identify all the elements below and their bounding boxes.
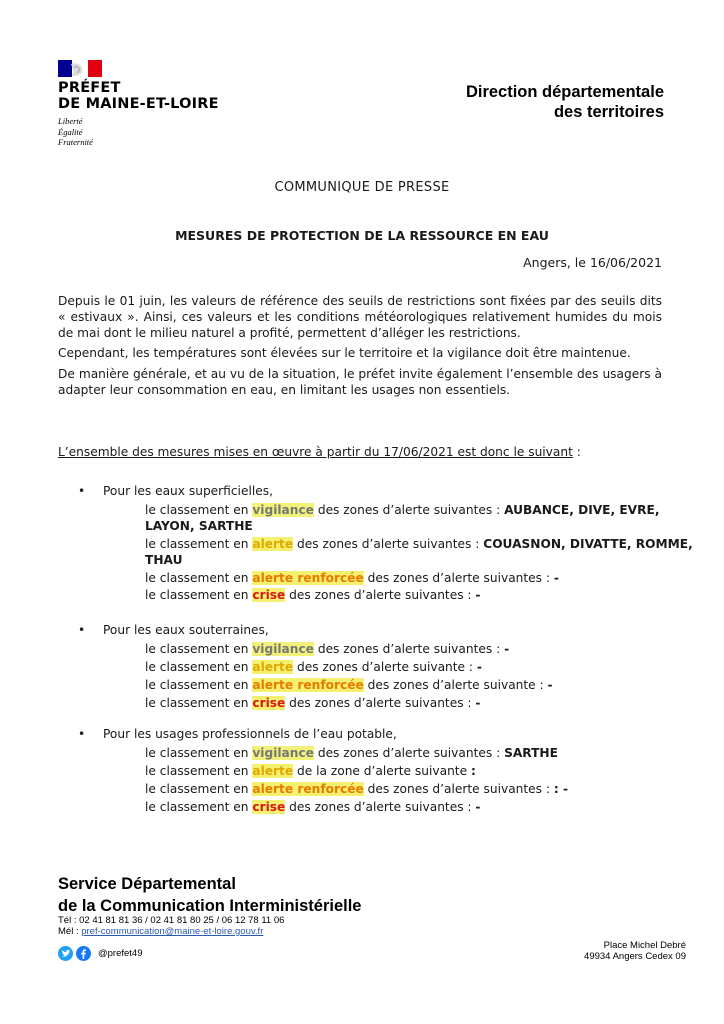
level-crise: crise bbox=[252, 696, 286, 710]
bullet-icon: • bbox=[78, 484, 86, 498]
paragraph-temperatures: Cependant, les températures sont élevées sur le territoire et la vigilance doit être maintenue. bbox=[58, 346, 631, 360]
list-item: le classement en alerte renforcée des zones d’alerte suivantes : - bbox=[145, 571, 559, 585]
contact-email-line: Mél : pref-communication@maine-et-loire.gouv.fr bbox=[58, 926, 264, 937]
level-alerte: alerte bbox=[252, 764, 294, 778]
paragraph-invitation: De manière générale, et au vu de la situation, le préfet invite également l’ensemble des usagers à adapter leur consommation en eau, en limitant les usages non essentiels. bbox=[58, 367, 662, 397]
level-alerte-renforcee: alerte renforcée bbox=[252, 782, 364, 796]
list-item: le classement en alerte renforcée des zones d’alerte suivante : - bbox=[145, 678, 553, 692]
page-title: MESURES DE PROTECTION DE LA RESSOURCE EN EAU bbox=[175, 228, 549, 243]
level-crise: crise bbox=[252, 800, 286, 814]
prefet-name: PRÉFET DE MAINE-ET-LOIRE bbox=[58, 80, 219, 112]
social-handle[interactable]: @prefet49 bbox=[98, 948, 143, 959]
list-item: le classement en vigilance des zones d’alerte suivantes : - bbox=[145, 642, 510, 656]
communique-heading: COMMUNIQUE DE PRESSE bbox=[274, 180, 450, 195]
section-professionnels-label: Pour les usages professionnels de l’eau potable, bbox=[103, 727, 397, 741]
contact-phone: Tél : 02 41 81 81 36 / 02 41 81 80 25 / 06 12 78 11 06 bbox=[58, 915, 285, 926]
list-item: le classement en crise des zones d’alerte suivantes : - bbox=[145, 800, 481, 814]
level-crise: crise bbox=[252, 588, 286, 602]
level-alerte-renforcee: alerte renforcée bbox=[252, 678, 364, 692]
list-item-continued: LAYON, SARTHE bbox=[145, 519, 253, 533]
list-item-continued: THAU bbox=[145, 553, 183, 567]
contact-info bbox=[58, 915, 284, 937]
marianne-logo-icon bbox=[58, 60, 102, 77]
list-item: le classement en alerte renforcée des zones d’alerte suivantes : : - bbox=[145, 782, 569, 796]
postal-address: Place Michel Debré 49934 Angers Cedex 09 bbox=[584, 940, 686, 962]
twitter-icon[interactable] bbox=[58, 946, 73, 961]
bullet-icon: • bbox=[78, 727, 86, 741]
email-link[interactable]: pref-communication@maine-et-loire.gouv.fr bbox=[81, 926, 264, 937]
level-alerte: alerte bbox=[252, 660, 294, 674]
list-item: le classement en vigilance des zones d’alerte suivantes : AUBANCE, DIVE, EVRE, bbox=[145, 503, 660, 517]
paragraph-intro: Depuis le 01 juin, les valeurs de référence des seuils de restrictions sont fixées par des seuils dits « estivaux ». Ainsi, ces valeurs et les conditions météorologiques relativement humides du mois de mai dont le milieu naturel a profité, permettent d’alléger les restrictions. bbox=[58, 294, 662, 340]
social-links bbox=[58, 946, 143, 961]
measures-intro: L’ensemble des mesures mises en œuvre à partir du 17/06/2021 est donc le suivant : bbox=[58, 445, 581, 459]
facebook-icon[interactable] bbox=[76, 946, 91, 961]
republic-motto: Liberté Égalité Fraternité bbox=[58, 116, 93, 147]
list-item: le classement en alerte des zones d’alerte suivantes : COUASNON, DIVATTE, ROMME, bbox=[145, 537, 693, 551]
level-alerte-renforcee: alerte renforcée bbox=[252, 571, 364, 585]
list-item: le classement en alerte des zones d’alerte suivante : - bbox=[145, 660, 482, 674]
level-alerte: alerte bbox=[252, 537, 294, 551]
service-name: Service Départemental de la Communication Interministérielle bbox=[58, 875, 362, 915]
section-superficielles-label: Pour les eaux superficielles, bbox=[103, 484, 273, 498]
bullet-icon: • bbox=[78, 623, 86, 637]
list-item: le classement en crise des zones d’alerte suivantes : - bbox=[145, 696, 481, 710]
level-vigilance: vigilance bbox=[252, 746, 314, 760]
direction-title: Direction départementale des territoires bbox=[465, 83, 664, 121]
level-vigilance: vigilance bbox=[252, 503, 314, 517]
section-souterraines-label: Pour les eaux souterraines, bbox=[103, 623, 269, 637]
list-item: le classement en crise des zones d’alerte suivantes : - bbox=[145, 588, 481, 602]
list-item: le classement en vigilance des zones d’alerte suivantes : SARTHE bbox=[145, 746, 558, 760]
level-vigilance: vigilance bbox=[252, 642, 314, 656]
document-date: Angers, le 16/06/2021 bbox=[523, 255, 662, 270]
list-item: le classement en alerte de la zone d’alerte suivante : bbox=[145, 764, 476, 778]
